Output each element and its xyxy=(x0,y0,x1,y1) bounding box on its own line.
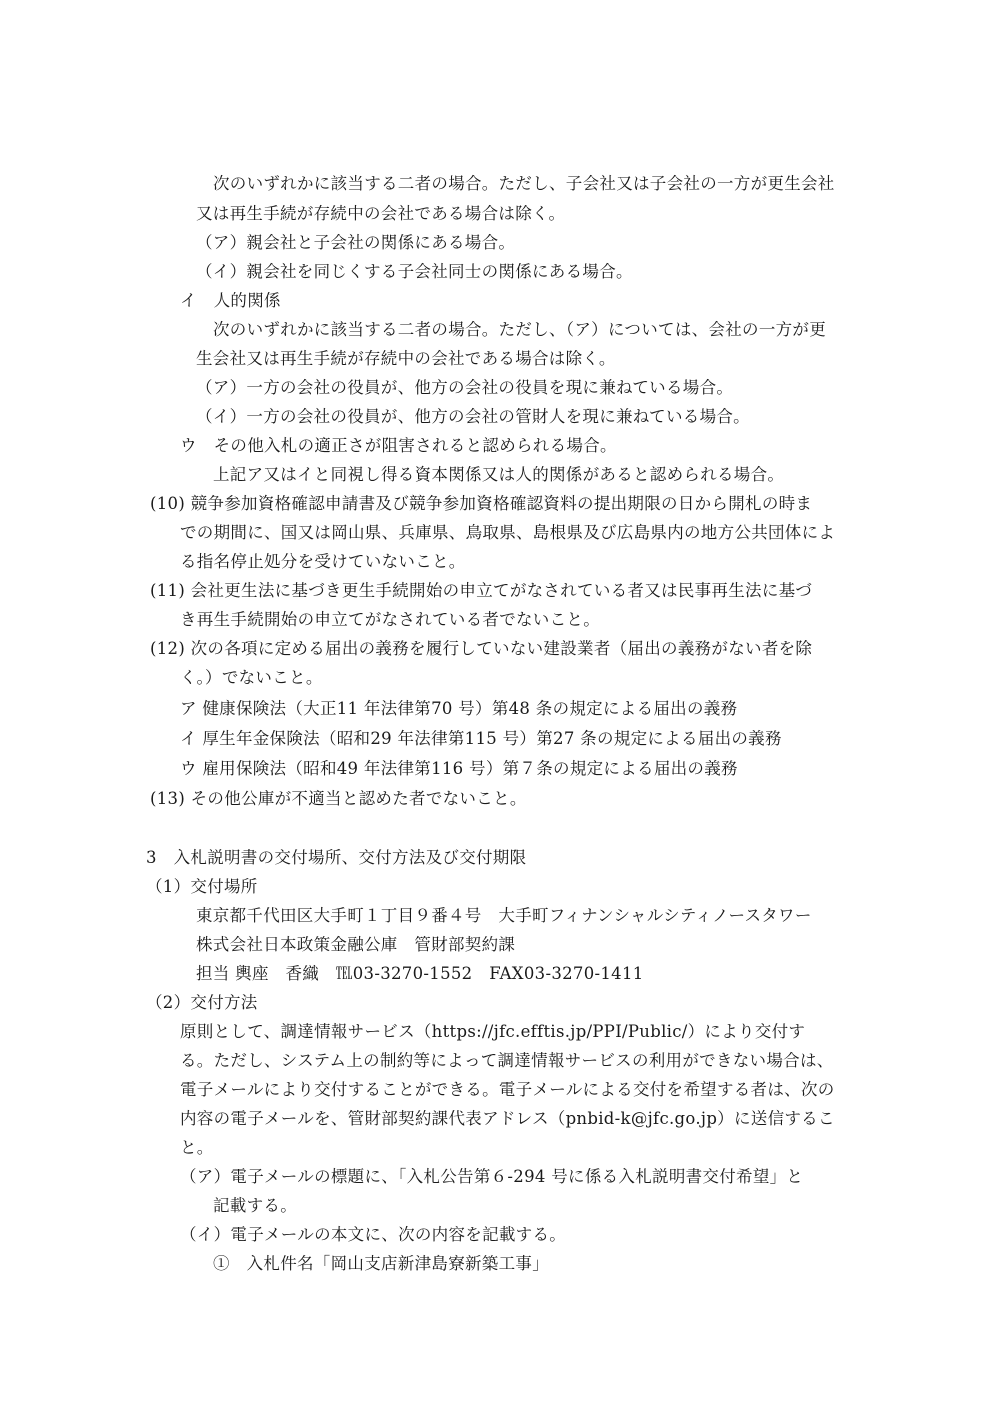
text-line: き再生手続開始の申立てがなされている者でないこと。 xyxy=(180,610,600,629)
section-heading: 3 入札説明書の交付場所、交付方法及び交付期限 xyxy=(146,848,527,867)
text-line: （ア）電子メールの標題に、「入札公告第６-294 号に係る入札説明書交付希望」と xyxy=(180,1167,804,1186)
list-item: ア 健康保険法（大正11 年法律第70 号）第48 条の規定による届出の義務 xyxy=(180,699,738,718)
section-heading: イ 人的関係 xyxy=(180,291,281,310)
list-item: ウ 雇用保険法（昭和49 年法律第116 号）第７条の規定による届出の義務 xyxy=(180,759,738,778)
text-line: （ア）一方の会社の役員が、他方の会社の役員を現に兼ねている場合。 xyxy=(196,378,734,397)
list-item: (11) 会社更生法に基づき更生手続開始の申立てがなされている者又は民事再生法に基づ xyxy=(150,581,813,600)
text-line: （イ）一方の会社の役員が、他方の会社の管財人を現に兼ねている場合。 xyxy=(196,407,750,426)
address-line: 株式会社日本政策金融公庫 管財部契約課 xyxy=(196,935,516,954)
list-item: イ 厚生年金保険法（昭和29 年法律第115 号）第27 条の規定による届出の義務 xyxy=(180,729,782,748)
text-line: 上記ア又はイと同視し得る資本関係又は人的関係があると認められる場合。 xyxy=(213,465,785,484)
text-line: と。 xyxy=(180,1138,214,1157)
text-line: 原則として、調達情報サービス（https://jfc.efftis.jp/PPI/Public/）により交付す xyxy=(180,1022,806,1041)
text-line: （ア）親会社と子会社の関係にある場合。 xyxy=(196,233,516,252)
list-item: (13) その他公庫が不適当と認めた者でないこと。 xyxy=(150,789,527,808)
text-line: く。）でないこと。 xyxy=(180,668,323,687)
text-line: 記載する。 xyxy=(213,1196,297,1215)
text-line: （イ）親会社を同じくする子会社同士の関係にある場合。 xyxy=(196,262,633,281)
list-item: (12) 次の各項に定める届出の義務を履行していない建設業者（届出の義務がない者を除 xyxy=(150,639,813,658)
text-line: 内容の電子メールを、管財部契約課代表アドレス（pnbid-k@jfc.go.jp）に送信するこ xyxy=(180,1109,835,1128)
subsection-heading: （2）交付方法 xyxy=(146,993,258,1012)
contact-line: 担当 輿座 香織 ℡03-3270-1552 FAX03-3270-1411 xyxy=(196,964,644,983)
text-line: る指名停止処分を受けていないこと。 xyxy=(180,552,466,571)
address-line: 東京都千代田区大手町１丁目９番４号 大手町フィナンシャルシティノースタワー xyxy=(196,906,812,925)
subsection-heading: （1）交付場所 xyxy=(146,877,258,896)
text-line: る。ただし、システム上の制約等によって調達情報サービスの利用ができない場合は、 xyxy=(180,1051,834,1070)
list-item: (10) 競争参加資格確認申請書及び競争参加資格確認資料の提出期限の日から開札の時ま xyxy=(150,494,813,513)
text-line: での期間に、国又は岡山県、兵庫県、鳥取県、島根県及び広島県内の地方公共団体によ xyxy=(180,523,836,542)
text-line: 次のいずれかに該当する二者の場合。ただし、子会社又は子会社の一方が更生会社 xyxy=(213,174,835,193)
text-line: 電子メールにより交付することができる。電子メールによる交付を希望する者は、次の xyxy=(180,1080,835,1099)
text-line: 生会社又は再生手続が存続中の会社である場合は除く。 xyxy=(196,349,616,368)
list-item: ① 入札件名「岡山支店新津島寮新築工事」 xyxy=(213,1254,549,1273)
text-line: 次のいずれかに該当する二者の場合。ただし、（ア）については、会社の一方が更 xyxy=(213,320,827,339)
text-line: 又は再生手続が存続中の会社である場合は除く。 xyxy=(196,204,566,223)
section-heading: ウ その他入札の適正さが阻害されると認められる場合。 xyxy=(180,436,617,455)
text-line: （イ）電子メールの本文に、次の内容を記載する。 xyxy=(180,1225,567,1244)
